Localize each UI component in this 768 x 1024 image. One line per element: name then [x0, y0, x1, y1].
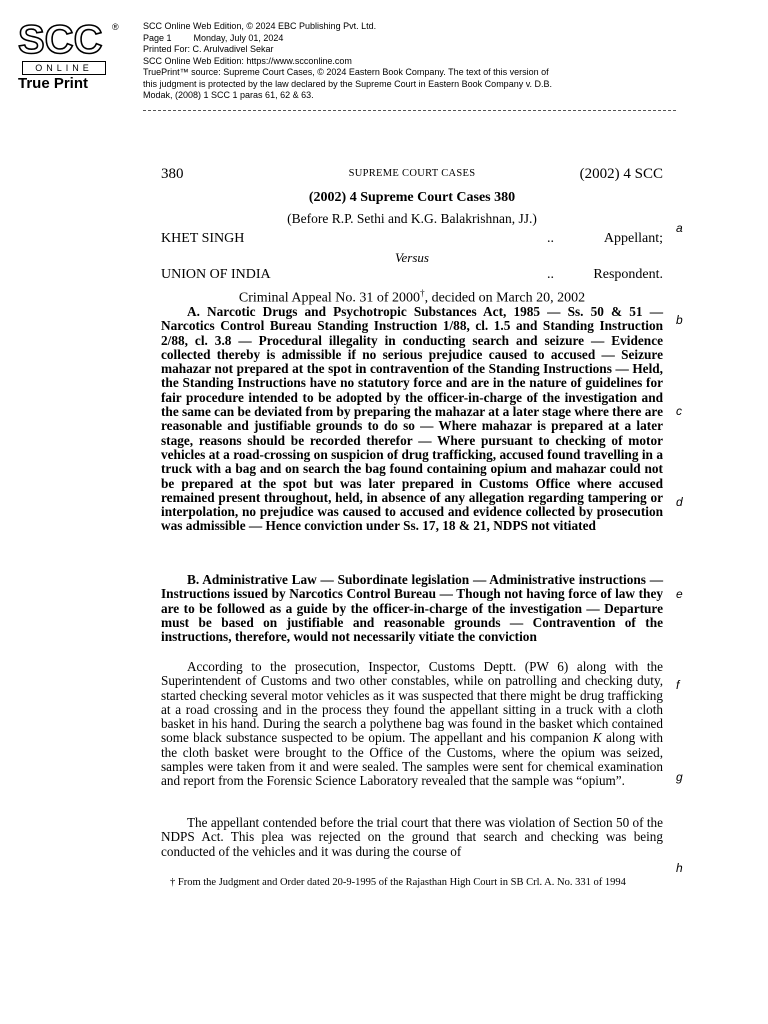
- appellant-name: KHET SINGH: [161, 231, 245, 246]
- appeal-footnote-mark: †: [420, 288, 425, 298]
- header-source-line-2: this judgment is protected by the law declared by the Supreme Court in Eastern Book Company v. D.B.: [143, 78, 553, 89]
- bench: (Before R.P. Sethi and K.G. Balakrishnan, JJ.): [287, 211, 537, 226]
- margin-letter-e: e: [676, 587, 683, 601]
- scc-online-logo: [18, 20, 120, 92]
- page-number: 380: [161, 166, 184, 182]
- header-page-date: [143, 33, 703, 45]
- paragraph-facts-k: K: [592, 730, 602, 746]
- margin-letter-g: g: [676, 770, 683, 784]
- header-divider: [143, 110, 676, 111]
- print-header: [143, 21, 703, 102]
- running-volume: (2002) 4 SCC: [579, 166, 663, 182]
- header-source-line-3: Modak, (2008) 1 SCC 1 paras 61, 62 & 63.: [143, 90, 314, 100]
- margin-letter-b: b: [676, 313, 683, 327]
- header-date: Monday, July 01, 2024: [193, 32, 284, 43]
- header-source-line-1: TruePrint™ source: Supreme Court Cases, © 2024 Eastern Book Company. The text of this version of: [143, 67, 549, 77]
- headnote-b-text: B. Administrative Law — Subordinate legislation — Administrative instructions — Instructions issued by Narcotics Control Bureau — Though not having force of law they are to be followed as a guide by the officer-in-charge of the investigation — Departure must be based on justifiable and reasonable grounds — Contravention of the instructions, therefore, would not necessarily vitiate the conviction: [161, 572, 663, 645]
- paragraph-facts: [161, 660, 663, 789]
- header-page: Page 1: [143, 32, 172, 43]
- margin-letter-f: f: [676, 678, 680, 692]
- appellant-dots: ..: [547, 231, 554, 246]
- margin-letter-a: a: [676, 221, 683, 235]
- appeal-date: , decided on March 20, 2002: [424, 290, 586, 306]
- appellant-row: [161, 231, 663, 249]
- paragraph-contention: The appellant contended before the trial court that there was violation of Section 50 of the NDPS Act. This plea was rejected on the ground that search and checking was being conducted of the vehicles and it was during the course of: [161, 815, 663, 859]
- header-copyright: SCC Online Web Edition, © 2024 EBC Publishing Pvt. Ltd.: [143, 21, 377, 31]
- margin-letter-d: d: [676, 495, 683, 509]
- headnote-b: [161, 573, 663, 644]
- respondent-dots: ..: [547, 267, 554, 282]
- appellant-role: Appellant;: [603, 231, 663, 246]
- margin-letter-c: c: [676, 404, 682, 418]
- respondent-row: [161, 267, 663, 285]
- logo-online-text: ONLINE: [22, 61, 106, 75]
- header-printed-for: Printed For: C. Arulvadivel Sekar: [143, 44, 274, 54]
- header-web-edition: SCC Online Web Edition: https://www.scconline.com: [143, 55, 352, 66]
- logo-registered-mark: ®: [112, 22, 119, 32]
- headnote-a-text: A. Narcotic Drugs and Psychotropic Substances Act, 1985 — Ss. 50 & 51 — Narcotics Control Bureau Standing Instruction 1/88, cl. 1.5 and Standing Instruction 2/88, cl. 3.8 — Procedural illegality in conducting search and seizure — Evidence collected thereby is admissible if no serious prejudice caused to accused — Seizure mahazar not prepared at the spot in contravention of the Standing Instructions — Held, the Standing Instructions have no statutory force and are in the nature of guidelines for fair procedure intended to be adopted by the officer-in-charge of the investigation and the same can be deviated from by preparing the mahazar at a later stage where there are reasonable and justifiable grounds to do so — Where mahazar is prepared at a later stage, reasons should be recorded therefor — Where pursuant to checking of motor vehicles at a road-crossing on suspicion of drug trafficking, accused found travelling in a truck with a bag and on search the bag found containing opium and mahazar could not be prepared at the spot but was later prepared in Customs Office where accused remained present throughout, held, in absence of any allegation regarding tampering or interpolation, no prejudice was caused to accused and evidence collected by prosecution was admissible — Hence conviction under Ss. 17, 18 & 21, NDPS not vitiated: [161, 304, 663, 534]
- logo-scc-text: SCC: [18, 18, 103, 62]
- footnote: † From the Judgment and Order dated 20-9-1995 of the Rajasthan High Court in SB Crl. A. No. 331 of 1994: [170, 877, 626, 888]
- versus: Versus: [395, 250, 429, 265]
- logo-true-print: True Print: [18, 75, 89, 92]
- running-title: SUPREME COURT CASES: [348, 168, 476, 179]
- respondent-name: UNION OF INDIA: [161, 267, 271, 282]
- respondent-role: Respondent.: [593, 267, 663, 282]
- paragraph-facts-part-2: along with the cloth basket were brought to the Office of the Customs, where the opium was seized, samples were taken from it and were sealed. The samples were sent for chemical examination and report from the Forensic Science Laboratory revealed that the sample was “opium”.: [161, 730, 663, 789]
- margin-letter-h: h: [676, 861, 683, 875]
- case-citation: (2002) 4 Supreme Court Cases 380: [308, 190, 516, 205]
- running-head: [161, 166, 663, 186]
- headnote-a: [161, 305, 663, 534]
- appeal-number: Criminal Appeal No. 31 of 2000: [238, 290, 421, 306]
- paragraph-facts-part-1: According to the prosecution, Inspector, Customs Deptt. (PW 6) along with the Superintendent of Customs and two other constables, while on patrolling and checking duty, started checking several motor vehicles as it was suspected that there might be drug trafficking at a road crossing and in the process they found the appellant sitting in a truck with a cloth basket in his hand. During the search a polythene bag was found in the basket which contained some black substance suspected to be opium. The appellant and his companion: [161, 659, 663, 746]
